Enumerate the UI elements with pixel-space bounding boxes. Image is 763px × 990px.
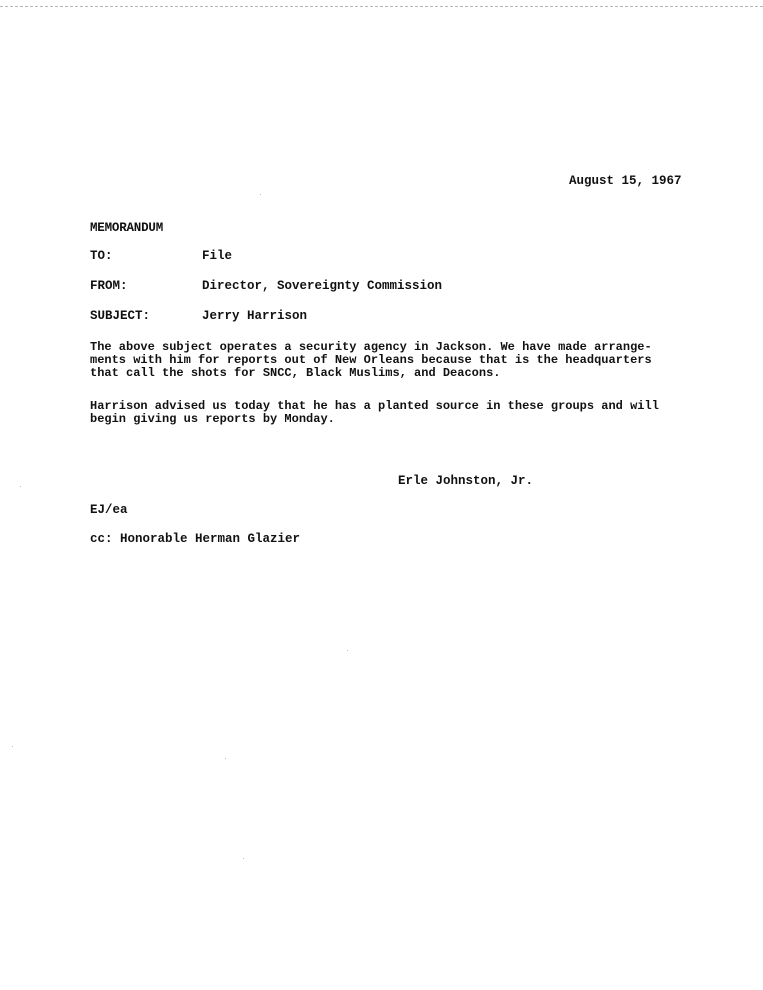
scan-speck	[20, 486, 21, 487]
scan-speck	[12, 746, 13, 747]
body-paragraph-1: The above subject operates a security agency in Jackson. We have made arrange- ments with him for reports out of New Orleans because that is the headquarters that call the shots for SNCC, Black Muslims, and Deacons.	[90, 340, 652, 380]
scan-speck	[260, 194, 261, 195]
scan-speck	[243, 858, 244, 859]
to-value: File	[202, 249, 233, 263]
scan-top-edge	[0, 0, 763, 7]
typist-initials: EJ/ea	[90, 503, 128, 517]
from-value: Director, Sovereignty Commission	[202, 279, 443, 293]
scan-speck	[225, 758, 226, 759]
body-paragraph-2: Harrison advised us today that he has a planted source in these groups and will begin giving us reports by Monday.	[90, 399, 659, 426]
signature-line: Erle Johnston, Jr.	[398, 474, 534, 488]
from-label: FROM:	[90, 279, 128, 293]
subject-value: Jerry Harrison	[202, 309, 308, 323]
memo-title: MEMORANDUM	[90, 221, 164, 235]
to-label: TO:	[90, 249, 113, 263]
cc-line: cc: Honorable Herman Glazier	[90, 532, 301, 546]
subject-label: SUBJECT:	[90, 309, 151, 323]
scan-speck	[347, 650, 348, 651]
memo-date: August 15, 1967	[569, 174, 682, 188]
